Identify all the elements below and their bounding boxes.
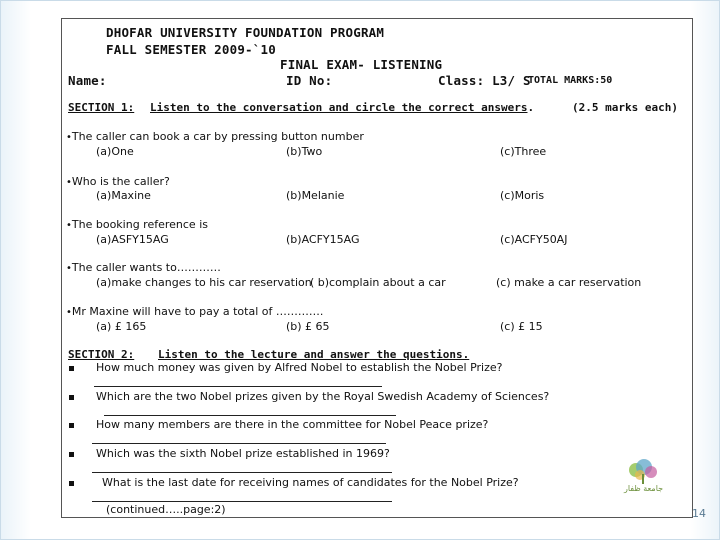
question-2: [66, 175, 170, 188]
question-2-text: Who is the caller?: [71, 175, 170, 188]
section2-instruction: Listen to the lecture and answer the questions.: [158, 348, 470, 361]
question-4-option-c[interactable]: (c) make a car reservation: [496, 276, 642, 289]
answer-line-5[interactable]: [92, 501, 392, 502]
answer-line-2[interactable]: [104, 415, 396, 416]
question-5-option-c[interactable]: (c) £ 15: [500, 320, 543, 333]
continued-note: (continued…..page:2): [106, 503, 226, 516]
question-1-option-c[interactable]: (c)Three: [500, 145, 547, 158]
square-bullet-icon: [69, 366, 74, 371]
section1-marks: (2.5 marks each): [572, 101, 678, 114]
section2-question-1: How much money was given by Alfred Nobel to establish the Nobel Prize?: [96, 361, 503, 374]
question-1: [66, 130, 364, 143]
university-logo: [622, 456, 664, 496]
question-3-text: The booking reference is: [71, 218, 208, 231]
section1-instruction-period: .: [527, 101, 535, 114]
question-3-option-b[interactable]: (b)ACFY15AG: [286, 233, 360, 246]
semester-title: FALL SEMESTER 2009-`10: [106, 42, 276, 57]
question-3-option-c[interactable]: (c)ACFY50AJ: [500, 233, 568, 246]
class-label: Class: L3/ S: [438, 73, 531, 88]
section1-instruction: Listen to the conversation and circle the correct answers: [150, 101, 528, 114]
question-5-option-a[interactable]: (a) £ 165: [96, 320, 147, 333]
section2-question-4: Which was the sixth Nobel prize established in 1969?: [96, 447, 390, 460]
question-1-text: The caller can book a car by pressing button number: [71, 130, 364, 143]
bullet-icon: •: [66, 177, 72, 188]
id-label: ID No:: [286, 73, 333, 88]
square-bullet-icon: [69, 395, 74, 400]
square-bullet-icon: [69, 423, 74, 428]
question-4-text: The caller wants to…………: [71, 261, 221, 274]
exam-title: FINAL EXAM- LISTENING: [280, 57, 443, 72]
question-4: [66, 261, 221, 274]
section2-question-5: What is the last date for receiving names of candidates for the Nobel Prize?: [102, 476, 519, 489]
answer-line-1[interactable]: [94, 386, 382, 387]
bullet-icon: •: [66, 263, 72, 274]
square-bullet-icon: [69, 452, 74, 457]
question-3-option-a[interactable]: (a)ASFY15AG: [96, 233, 169, 246]
exam-sheet: [61, 18, 693, 518]
section2-label: SECTION 2:: [68, 348, 135, 361]
question-1-option-a[interactable]: (a)One: [96, 145, 134, 158]
answer-line-3[interactable]: [92, 443, 386, 444]
total-marks: TOTAL MARKS:50: [528, 75, 613, 86]
question-2-option-c[interactable]: (c)Moris: [500, 189, 545, 202]
question-2-option-a[interactable]: (a)Maxine: [96, 189, 151, 202]
question-4-option-a[interactable]: (a)make changes to his car reservation: [96, 276, 312, 289]
question-2-option-b[interactable]: (b)Melanie: [286, 189, 345, 202]
square-bullet-icon: [69, 481, 74, 486]
bullet-icon: •: [66, 132, 72, 143]
university-title: DHOFAR UNIVERSITY FOUNDATION PROGRAM: [106, 25, 385, 40]
question-1-option-b[interactable]: (b)Two: [286, 145, 323, 158]
question-5: [66, 305, 323, 318]
name-label: Name:: [68, 73, 107, 88]
section2-question-3: How many members are there in the committee for Nobel Peace prize?: [96, 418, 489, 431]
section1-instruction-wrap: [150, 101, 534, 114]
page-number: 14: [692, 507, 706, 520]
bullet-icon: •: [66, 220, 72, 231]
section1-label: SECTION 1:: [68, 101, 135, 114]
question-3: [66, 218, 208, 231]
bullet-icon: •: [66, 307, 72, 318]
answer-line-4[interactable]: [92, 472, 392, 473]
question-4-option-b[interactable]: ( b)complain about a car: [310, 276, 446, 289]
question-5-text: Mr Maxine will have to pay a total of ………….: [71, 305, 324, 318]
section2-question-2: Which are the two Nobel prizes given by the Royal Swedish Academy of Sciences?: [96, 390, 550, 403]
question-5-option-b[interactable]: (b) £ 65: [286, 320, 330, 333]
logo-text: جامعة ظفار: [624, 484, 664, 493]
